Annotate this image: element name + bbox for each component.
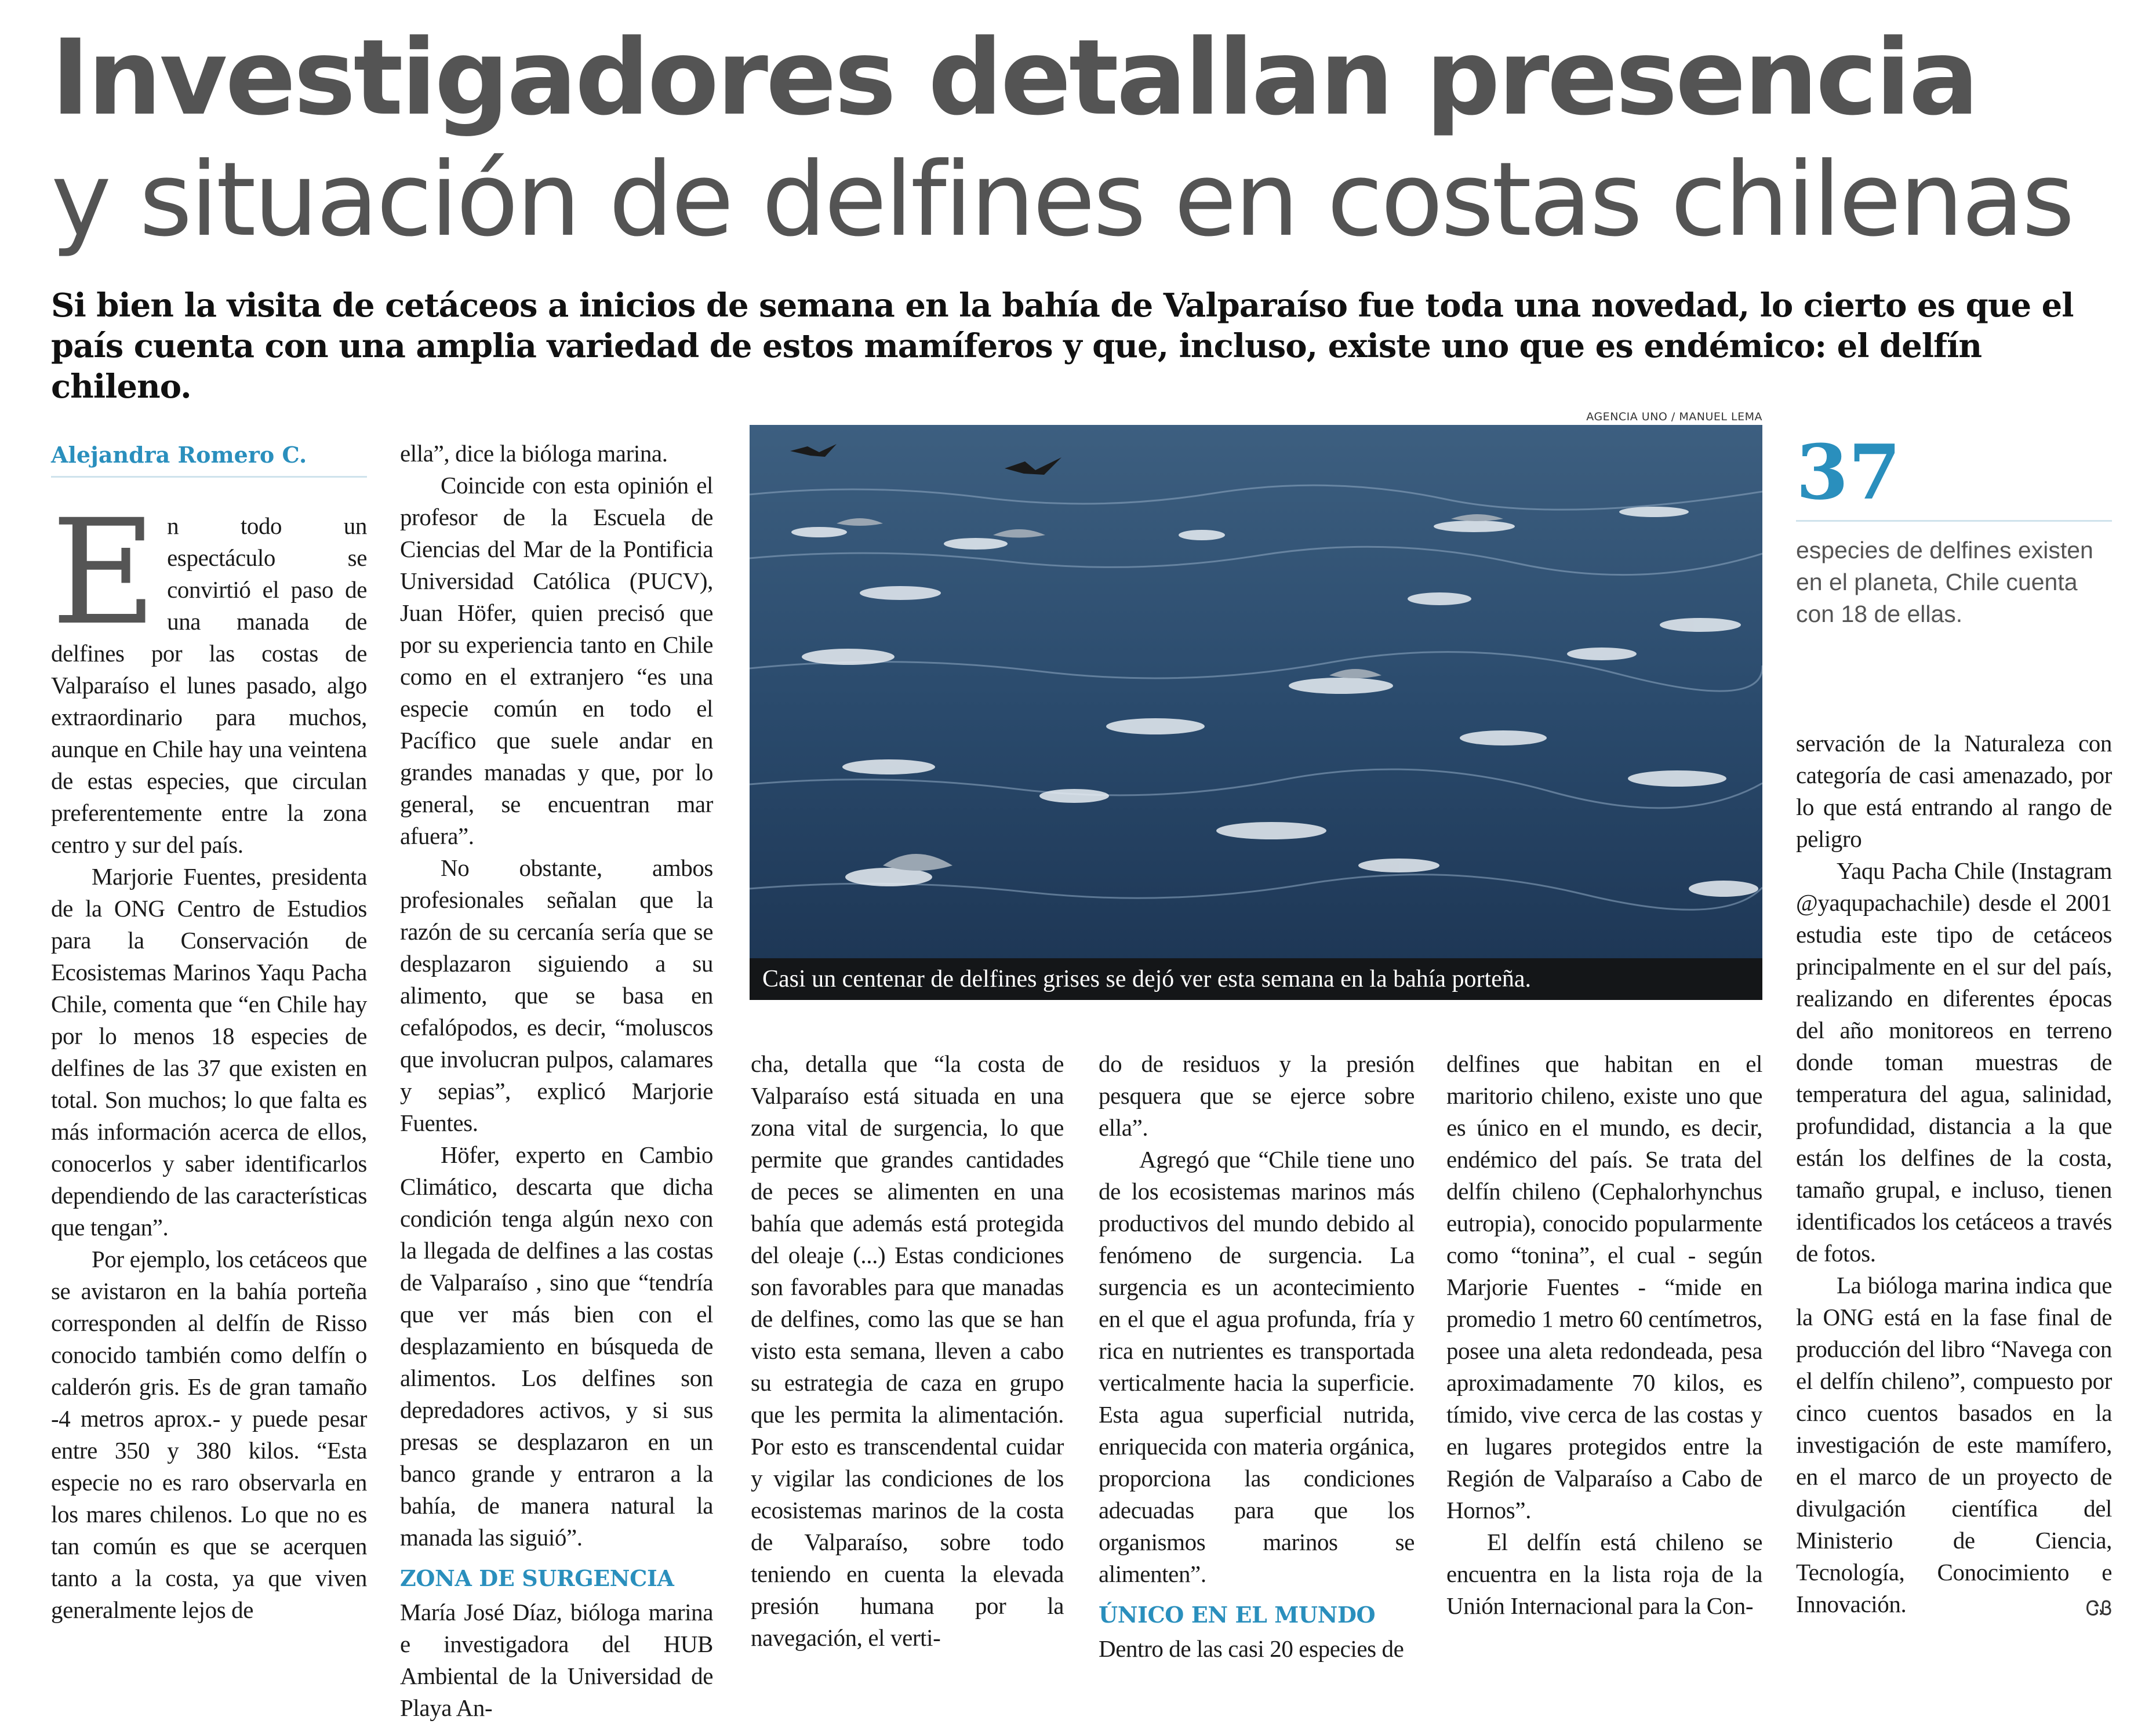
article-column-4 (1099, 1048, 1415, 1665)
paragraph: Marjorie Fuentes, presidenta de la ONG Centro de Estudios para la Conservación de Ecosistemas Marinos Yaqu Pacha Chile, comenta que “en Chile hay por lo menos 18 especies de delfines de las 37 que existen en total. Son muchos; lo que falta es más información acerca de ellos, conocerlos y saber identificarlos dependiendo de las características que tengan”. (51, 863, 367, 1241)
article-column-1 (51, 488, 367, 1626)
headline-line-1: Investigadores detallan presencia (51, 17, 1977, 139)
paragraph: do de residuos y la presión pesquera que se ejerce sobre ella”. (1099, 1050, 1415, 1141)
dolphin-photo (750, 425, 1762, 1000)
sea-image (750, 425, 1762, 1000)
article-column-5 (1446, 1048, 1762, 1622)
paragraph: cha, detalla que “la costa de Valparaíso está situada en una zona vital de surgencia, lo que permite que grandes cantidades de peces se alimenten en una bahía que además está protegida del oleaje (...) Estas condiciones son favorables para que manadas de delfines, como las que se han visto esta semana, lleven a cabo su estrategia de caza en grupo que les permita la alimentación. Por esto es transcendental cuidar y vigilar las condiciones de los ecosistemas marinos de la costa de Valparaíso, sobre todo teniendo en cuenta la elevada presión humana por la navegación, el verti- (751, 1050, 1064, 1651)
article-dek: Si bien la visita de cetáceos a inicios de semana en la bahía de Valparaíso fue toda una novedad, lo cierto es que el país cuenta con una amplia variedad de estos mamíferos y que, incluso, existe uno que es endémico: el delfín chileno. (51, 286, 2074, 406)
subhead: ÚNICO EN EL MUNDO (1099, 1602, 1376, 1628)
article-column-2 (400, 438, 713, 1724)
fact-text: especies de delfines existen en el planeta, Chile cuenta con 18 de ellas. (1796, 537, 2093, 627)
drop-cap: E (51, 488, 157, 657)
paragraph: El delfín está chileno se encuentra en la lista roja de la Unión Internacional para la Con- (1446, 1529, 1762, 1619)
fact-number: 37 (1796, 432, 2112, 522)
paragraph: Por ejemplo, los cetáceos que se avistaron en la bahía porteña corresponden al delfín de Risso conocido también como delfín o calderón gris. Es de gran tamaño -4 metros aprox.- y puede pesar entre 350 y 380 kilos. “Esta especie no es raro observarla en los mares chilenos. Lo que no es tan común es que se acerquen tanto a la costa, ya que viven generalmente lejos de (51, 1246, 367, 1623)
paragraph: Agregó que “Chile tiene uno de los ecosistemas marinos más productivos del mundo debido al fenómeno de surgencia. La surgencia es un acontecimiento en el que el agua profunda, fría y rica en nutrientes es transportada verticalmente hacia la superficie. Esta agua superficial nutrida, enriquecida con materia orgánica, proporciona las condiciones adecuadas para que los organismos marinos se alimenten”. (1099, 1146, 1415, 1587)
paragraph: ella”, dice la bióloga marina. (400, 440, 668, 467)
photo-caption: Casi un centenar de delfines grises se dejó ver esta semana en la bahía porteña. (750, 958, 1762, 1000)
paragraph: servación de la Naturaleza con categoría de casi amenazado, por lo que está entrando al rango de peligro (1796, 730, 2112, 852)
article-column-3 (751, 1048, 1064, 1654)
paragraph: María José Díaz, bióloga marina e investigadora del HUB Ambiental de la Universidad de Playa An- (400, 1599, 713, 1721)
subhead: ZONA DE SURGENCIA (400, 1565, 674, 1591)
paragraph: delfines que habitan en el maritorio chileno, existe uno que es único en el mundo, es decir, endémico del país. Se trata del delfín chileno (Cephalorhynchus eutropia), conocido popularmente como “tonina”, el cual - según Marjorie Fuentes - “mide en promedio 1 metro 60 centímetros, posee una aleta redondeada, pesa aproximadamente 70 kilos, es tímido, vive cerca de las costas y en lugares protegidos entre la Región de Valparaíso a Cabo de Hornos”. (1446, 1050, 1762, 1523)
paragraph: Yaqu Pacha Chile (Instagram @yaqupachachile) desde el 2001 estudia este tipo de cetáceos principalmente en el sur del país, realizando en diferentes épocas del año monitoreos en terreno donde toman muestras de temperatura del agua, salinidad, profundidad, distancia a la que están los delfines de la costa, tamaño grupal, e incluso, tienen identificados los cetáceos a través de fotos. (1796, 857, 2112, 1267)
paragraph: En todo un espectáculo se convirtió el paso de una manada de delfines por las costas de Valparaíso el lunes pasado, algo extraordinario para muchos, aunque en Chile hay una veintena de estas especies, que circulan preferentemente entre la zona centro y sur del país. (51, 488, 367, 858)
paragraph: Coincide con esta opinión el profesor de la Escuela de Ciencias del Mar de la Pontificia Universidad Católica (PUCV), Juan Höfer, quien precisó que por su experiencia tanto en Chile como en el extranjero “es una especie común en todo el Pacífico que suele andar en grandes manadas y que, por lo general, se encuentran mar afuera”. (400, 472, 713, 849)
byline: Alejandra Romero C. (51, 442, 367, 478)
photo-credit: AGENCIA UNO / MANUEL LEMA (1586, 410, 1762, 423)
article-column-6 (1796, 728, 2112, 1620)
end-mark-icon: ᏣᏰ (2086, 1597, 2113, 1620)
headline-line-2: y situación de delfines en costas chilenas (51, 140, 2073, 259)
paragraph: La bióloga marina indica que la ONG está en la fase final de producción del libro “Navega con el delfín chileno”, compuesto por cinco cuentos basados en la investigación de este mamífero, en el marco de un proyecto de divulgación científica del Ministerio de Ciencia, Tecnología, Conocimiento e Innovación. (1796, 1272, 2112, 1617)
paragraph: No obstante, ambos profesionales señalan que la razón de su cercanía sería que se desplazaron siguiendo a su alimento, que se basa en cefalópodos, es decir, “moluscos que involucran pulpos, calamares y sepias”, explicó Marjorie Fuentes. (400, 854, 713, 1136)
fact-box (1796, 428, 2112, 630)
paragraph: Dentro de las casi 20 especies de (1099, 1635, 1404, 1662)
paragraph: Höfer, experto en Cambio Climático, descarta que dicha condición tenga algún nexo con la llegada de delfines a las costas de Valparaíso , sino que “tendría que ver más bien con el desplazamiento en búsqueda de alimentos. Los delfines son depredadores activos, y si sus presas se desplazaron en un banco grande y entraron a la bahía, de manera natural la manada las siguió”. (400, 1141, 713, 1551)
